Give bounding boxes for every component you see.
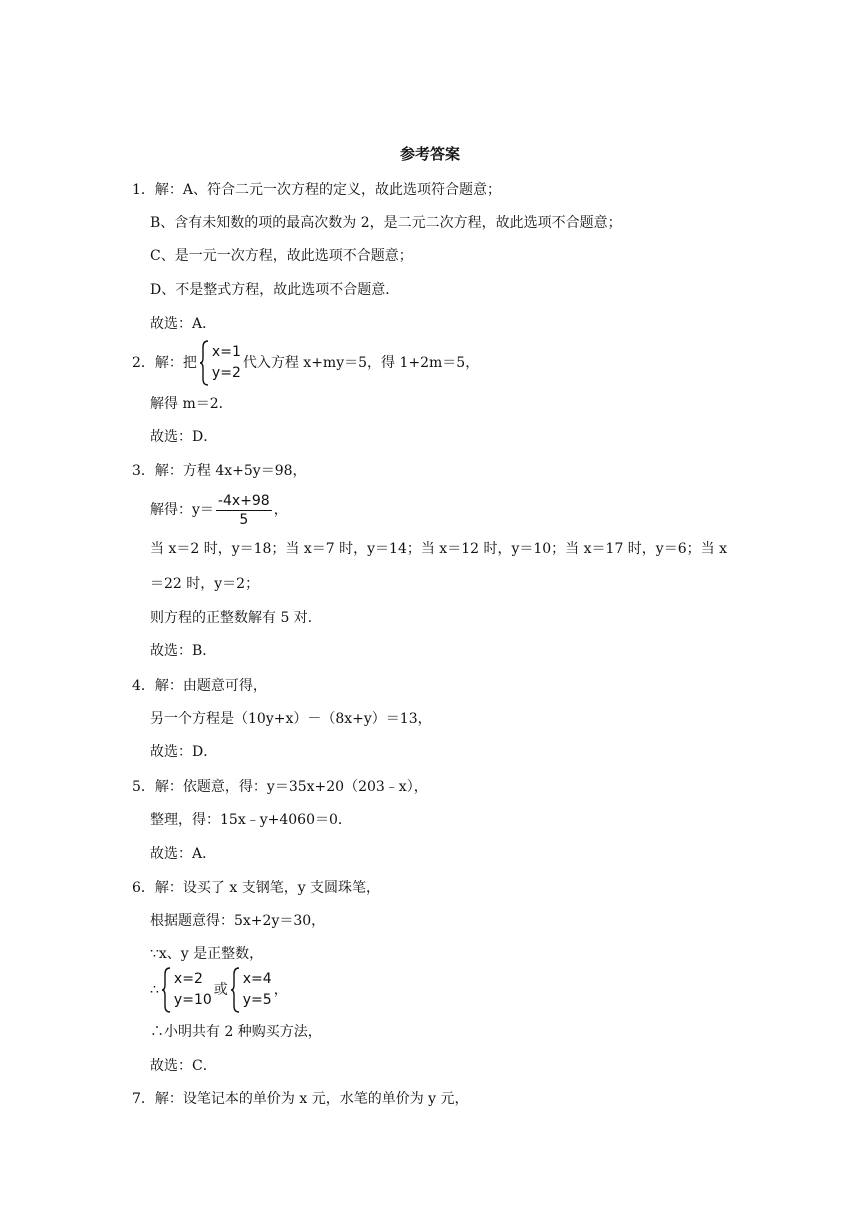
q3-solve-prefix: 解得：y＝ bbox=[150, 502, 214, 518]
fraction bbox=[216, 492, 272, 529]
fraction-numerator: -4x+98 bbox=[217, 492, 270, 509]
q6-line-5: ∴小明共有 2 种购买方法， bbox=[150, 1024, 322, 1040]
q7-line-1: 7．解：设笔记本的单价为 x 元，水笔的单价为 y 元， bbox=[132, 1091, 469, 1107]
q6-line-3: ∵x、y 是正整数， bbox=[150, 946, 264, 962]
brace-icon bbox=[199, 340, 209, 386]
fraction-denominator: 5 bbox=[239, 511, 249, 528]
therefore-symbol: ∴ bbox=[150, 982, 159, 998]
q3-solve-suffix: ， bbox=[273, 502, 288, 518]
q2-line-2: 解得 m＝2． bbox=[150, 396, 233, 412]
system-row: y=5 bbox=[242, 992, 272, 1008]
q5-line-3: 故选：A． bbox=[150, 846, 217, 862]
q3-line-4: ＝22 时，y＝2； bbox=[150, 576, 260, 592]
q6-line-1: 6．解：设买了 x 支钢笔，y 支圆珠笔， bbox=[132, 880, 381, 896]
q1-line-2: B、含有未知数的项的最高次数为 2，是二元二次方程，故此选项不合题意； bbox=[150, 215, 622, 231]
page-title: 参考答案 bbox=[399, 145, 460, 163]
q4-line-1: 4．解：由题意可得， bbox=[132, 678, 267, 694]
q2-line-3: 故选：D． bbox=[150, 429, 218, 445]
q6-line-4 bbox=[150, 966, 288, 1014]
equation-system-a bbox=[161, 967, 212, 1013]
q1-line-3: C、是一元一次方程，故此选项不合题意； bbox=[150, 248, 413, 264]
or-word: 或 bbox=[213, 982, 228, 998]
q2-line-1 bbox=[132, 340, 479, 386]
q5-line-2: 整理，得：15x﹣y+4060＝0． bbox=[150, 812, 352, 828]
system-row: x=4 bbox=[242, 971, 272, 987]
system-row: y=2 bbox=[211, 365, 241, 381]
equation-system-b bbox=[230, 967, 272, 1013]
brace-icon bbox=[230, 967, 240, 1013]
brace-icon bbox=[161, 967, 171, 1013]
q2-prefix: 2．解：把 bbox=[132, 355, 197, 371]
comma: ， bbox=[273, 982, 288, 998]
q3-line-6: 故选：B． bbox=[150, 643, 217, 659]
q6-line-6: 故选：C． bbox=[150, 1058, 217, 1074]
q4-line-3: 故选：D． bbox=[150, 744, 218, 760]
q5-line-1: 5．解：依题意，得：y＝35x+20（203﹣x）， bbox=[132, 779, 428, 795]
q1-line-4: D、不是整式方程，故此选项不合题意． bbox=[150, 282, 400, 298]
system-row: y=10 bbox=[173, 992, 212, 1008]
q3-line-1: 3．解：方程 4x+5y＝98， bbox=[132, 463, 307, 479]
system-row: x=1 bbox=[211, 344, 241, 360]
q1-line-5: 故选：A． bbox=[150, 316, 217, 332]
q4-line-2: 另一个方程是（10y+x）－（8x+y）＝13， bbox=[150, 711, 432, 727]
system-row: x=2 bbox=[173, 971, 203, 987]
q1-line-1: 1．解：A、符合二元一次方程的定义，故此选项符合题意； bbox=[132, 182, 502, 198]
equation-system bbox=[199, 340, 241, 386]
q3-line-2 bbox=[150, 490, 288, 530]
q3-line-3: 当 x＝2 时，y＝18；当 x＝7 时，y＝14；当 x＝12 时，y＝10；当 x＝17 时，y＝6；当 x bbox=[150, 541, 727, 557]
q3-line-5: 则方程的正整数解有 5 对． bbox=[150, 610, 322, 626]
q6-line-2: 根据题意得：5x+2y＝30， bbox=[150, 913, 326, 929]
q2-suffix: 代入方程 x+my＝5，得 1+2m＝5， bbox=[242, 355, 480, 371]
